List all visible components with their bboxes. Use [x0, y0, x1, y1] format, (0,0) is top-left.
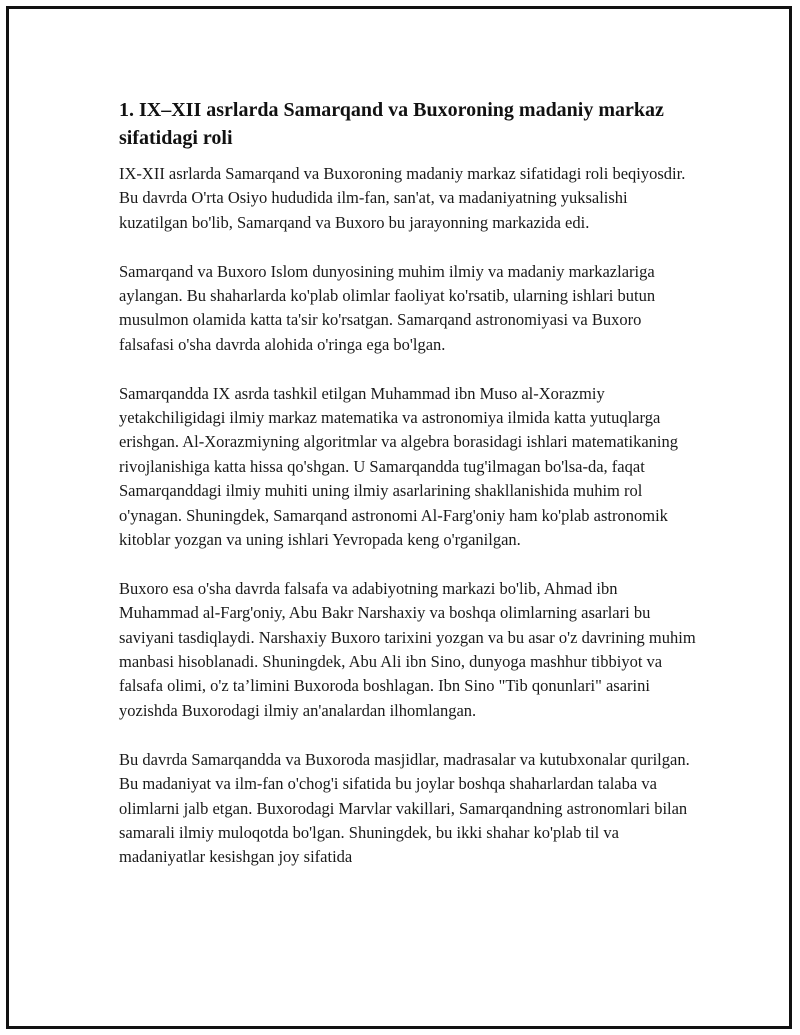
document-page [6, 6, 792, 1029]
paragraph-1: IX-XII asrlarda Samarqand va Buxoroning madaniy markaz sifatidagi roli beqiyosdir. Bu davrda O'rta Osiyo hududida ilm-fan, san'at, va madaniyatning yuksalishi kuzatilgan bo'lib, Samarqand va Buxoro bu jarayonning markazida edi. [119, 164, 686, 232]
paragraph-2: Samarqand va Buxoro Islom dunyosining muhim ilmiy va madaniy markazlariga aylangan. Bu shaharlarda ko'plab olimlar faoliyat ko'rsatib, ularning ishlari butun musulmon olamida katta ta'sir ko'rsatgan. Samarqand astronomiyasi va Buxoro falsafasi o'sha davrda alohida o'ringa ega bo'lgan. [119, 261, 656, 354]
paragraph-4: Buxoro esa o'sha davrda falsafa va adabiyotning markazi bo'lib, Ahmad ibn Muhammad al-Farg'oniy, Abu Bakr Narshaxiy va boshqa olimlarning asarlari bu saviyani tasdiqlaydi. Narshaxiy Buxoro tarixini yozgan va bu asar o'z davrining muhim manbasi hisoblanadi. Shuningdek, Abu Ali ibn Sino, dunyoga mashhur tibbiyot va falsafa olimi, o'z ta’limini Buxoroda boshlagan. Ibn Sino "Tib qonunlari" asarini yozishda Buxorodagi ilmiy an'analardan ilhomlangan. [119, 578, 696, 720]
document-body [119, 96, 699, 894]
section-heading: 1. IX–XII asrlarda Samarqand va Buxoroning madaniy markaz sifatidagi roli [119, 99, 664, 149]
paragraph-5: Bu davrda Samarqandda va Buxoroda masjidlar, madrasalar va kutubxonalar qurilgan. Bu madaniyat va ilm-fan o'chog'i sifatida bu joylar boshqa shaharlardan talaba va olimlarni jalb etgan. Buxorodagi Marvlar vakillari, Samarqandning astronomlari bilan samarali ilmiy muloqotda bo'lgan. Shuningdek, bu ikki shahar ko'plab til va madaniyatlar kesishgan joy sifatida [119, 749, 690, 867]
paragraph-3: Samarqandda IX asrda tashkil etilgan Muhammad ibn Muso al-Xorazmiy yetakchiligidagi ilmiy markaz matematika va astronomiya ilmida katta yutuqlarga erishgan. Al-Xorazmiyning algoritmlar va algebra borasidagi ishlari matematikaning rivojlanishiga katta hissa qo'shgan. U Samarqandda tug'ilmagan bo'lsa-da, faqat Samarqanddagi ilmiy muhiti uning ilmiy asarlarining shakllanishida muhim rol o'ynagan. Shuningdek, Samarqand astronomi Al-Farg'oniy ham ko'plab astronomik kitoblar yozgan va uning ishlari Yevropada keng o'rganilgan. [119, 383, 678, 550]
